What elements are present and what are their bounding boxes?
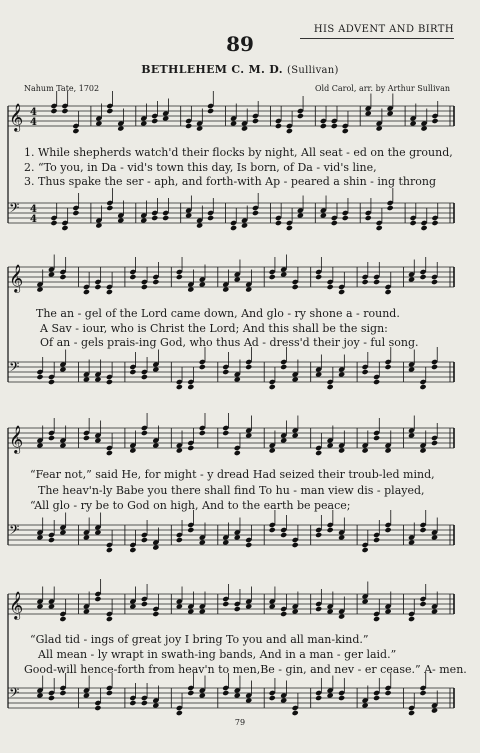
note-head [59,690,66,696]
note-head [327,384,334,390]
note-head [280,611,287,617]
note-head [222,601,229,607]
note-head [280,364,287,370]
note-head [431,279,438,285]
note-head [152,611,159,617]
note-head [280,532,287,538]
note-head [245,364,252,370]
note-head [106,616,113,622]
note-head [50,220,57,226]
note-head [48,435,55,441]
note-head [269,274,276,280]
note-head [230,225,237,231]
note-head [207,215,214,221]
note-head [421,225,428,231]
note-head [106,108,113,114]
note-head [385,527,392,533]
lyric-line: The heav'n-ly Babe you there shall find To hu - man view dis - played, [38,484,425,497]
note-head [176,710,183,716]
note-head [152,279,159,285]
note-head [419,601,426,607]
note-head [94,284,101,290]
note-head [376,225,383,231]
note-head [59,274,66,280]
bass-clef: 𝄢 [9,522,20,541]
note-head [151,118,158,124]
note-head [419,274,426,280]
note-head [106,450,113,456]
note-head [141,700,148,706]
note-head [419,690,426,696]
note-head [151,215,158,221]
note-head [342,128,349,134]
note-head [199,364,206,370]
note-head [187,445,194,451]
note-head [50,108,57,114]
note-head [199,430,206,436]
note-head [292,542,299,548]
note-head [373,379,380,385]
note-head [94,705,101,711]
note-head [141,374,148,380]
note-head [373,537,380,543]
lyric-line: “All glo - ry be to God on high, And to the earth be peace; [30,499,351,512]
note-head [141,430,148,436]
note-head [269,695,276,701]
note-head [48,379,55,385]
note-head [365,215,372,221]
note-head [252,210,259,216]
note-head [72,210,79,216]
hymn-number: 89 [226,32,254,56]
note-head [286,128,293,134]
note-head [129,274,136,280]
note-head [431,118,438,124]
lyric-line: Good-will hence-forth from heav'n to men,Be - gin, and nev - er cease.” A- men. [24,663,467,676]
note-head [327,527,334,533]
note-head [419,384,426,390]
note-head [106,690,113,696]
note-head [342,215,349,221]
note-head [222,430,229,436]
note-head [83,435,90,441]
note-head [385,364,392,370]
time-signature: 4 [30,117,37,128]
treble-clef: 𝄞 [9,591,24,619]
note-head [141,537,148,543]
note-head [315,606,322,612]
lyric-line: Of an - gels prais-ing God, who thus Ad - dress'd their joy - ful song. [40,336,419,349]
note-head [61,108,68,114]
note-head [431,220,438,226]
note-head [222,690,229,696]
note-head [275,123,282,129]
lyric-line: 2. “To you, in Da - vid's town this day, Is born, of Da - vid's line, [24,161,377,174]
note-head [234,606,241,612]
note-head [362,547,369,553]
note-head [187,690,194,696]
running-title: HIS ADVENT AND BIRTH [313,24,454,35]
note-head [106,289,113,295]
note-head [129,700,136,706]
tune-name: BETHLEHEM C. M. D. [141,63,283,76]
note-head [269,527,276,533]
lyric-line: “Glad tid - ings of great joy I bring To you and all man-kind.” [30,633,369,646]
note-head [59,616,66,622]
note-head [385,690,392,696]
note-head [408,616,415,622]
note-head [373,695,380,701]
note-head [331,123,338,129]
note-head [129,369,136,375]
time-signature: 4 [30,204,37,215]
note-head [315,274,322,280]
note-head [72,128,79,134]
note-head [387,205,394,211]
note-head [48,695,55,701]
note-head [338,289,345,295]
note-head [176,537,183,543]
note-head [373,435,380,441]
note-head [222,369,229,375]
bass-clef: 𝄢 [9,359,20,378]
time-signature: 4 [30,107,37,118]
note-head [315,695,322,701]
note-head [327,284,334,290]
note-head [338,695,345,701]
note-head [106,547,113,553]
note-head [292,284,299,290]
note-head [176,384,183,390]
note-head [331,220,338,226]
note-head [286,225,293,231]
treble-clef: 𝄞 [9,425,24,453]
note-head [275,220,282,226]
note-head [106,379,113,385]
lyric-line: 3. Thus spake the ser - aph, and forth-with Ap - peared a shin - ing throng [24,175,437,188]
lyric-line: All mean - ly wrapt in swath-ing bands, And in a man - ger laid.” [38,648,397,661]
note-head [106,205,113,211]
note-head [315,450,322,456]
note-head [94,596,101,602]
note-head [185,123,192,129]
note-head [385,289,392,295]
note-head [373,616,380,622]
lyric-line: “Fear not,” said He, for might - y dread Had seized their troub-led mind, [30,468,435,481]
note-head [269,384,276,390]
bass-clef: 𝄢 [9,685,20,704]
note-head [83,289,90,295]
composer-credit: Old Carol, arr. by Arthur Sullivan [314,84,450,93]
note-head [162,215,169,221]
note-head [129,547,136,553]
lyric-line: A Sav - iour, who is Christ the Lord; And this shall be the sign: [40,322,388,335]
note-head [373,279,380,285]
note-head [207,108,214,114]
note-head [187,384,194,390]
treble-clef: 𝄞 [9,103,24,131]
note-head [61,225,68,231]
note-head [320,123,327,129]
page-number: 79 [234,718,246,727]
note-head [292,710,299,716]
note-head [234,450,241,456]
note-head [410,220,417,226]
note-head [187,527,194,533]
bass-clef: 𝄢 [9,200,20,219]
note-head [419,527,426,533]
lyric-line: 1. While shepherds watch'd their flocks by night, All seat - ed on the ground, [24,146,453,159]
note-head [245,542,252,548]
note-head [315,532,322,538]
lyric-line: The an - gel of the Lord came down, And glo - ry shone a - round. [36,307,400,320]
note-head [141,284,148,290]
note-head [141,601,148,607]
note-head [48,537,55,543]
tune-alt: (Sullivan) [287,65,339,76]
note-head [431,364,438,370]
note-head [408,710,415,716]
note-head [252,118,259,124]
note-head [431,440,438,446]
note-head [176,274,183,280]
note-head [36,374,43,380]
treble-clef: 𝄞 [9,264,24,292]
author-credit: Nahum Tate, 1702 [24,84,100,93]
note-head [297,113,304,119]
note-head [362,279,369,285]
time-signature: 4 [30,214,37,225]
note-head [362,369,369,375]
